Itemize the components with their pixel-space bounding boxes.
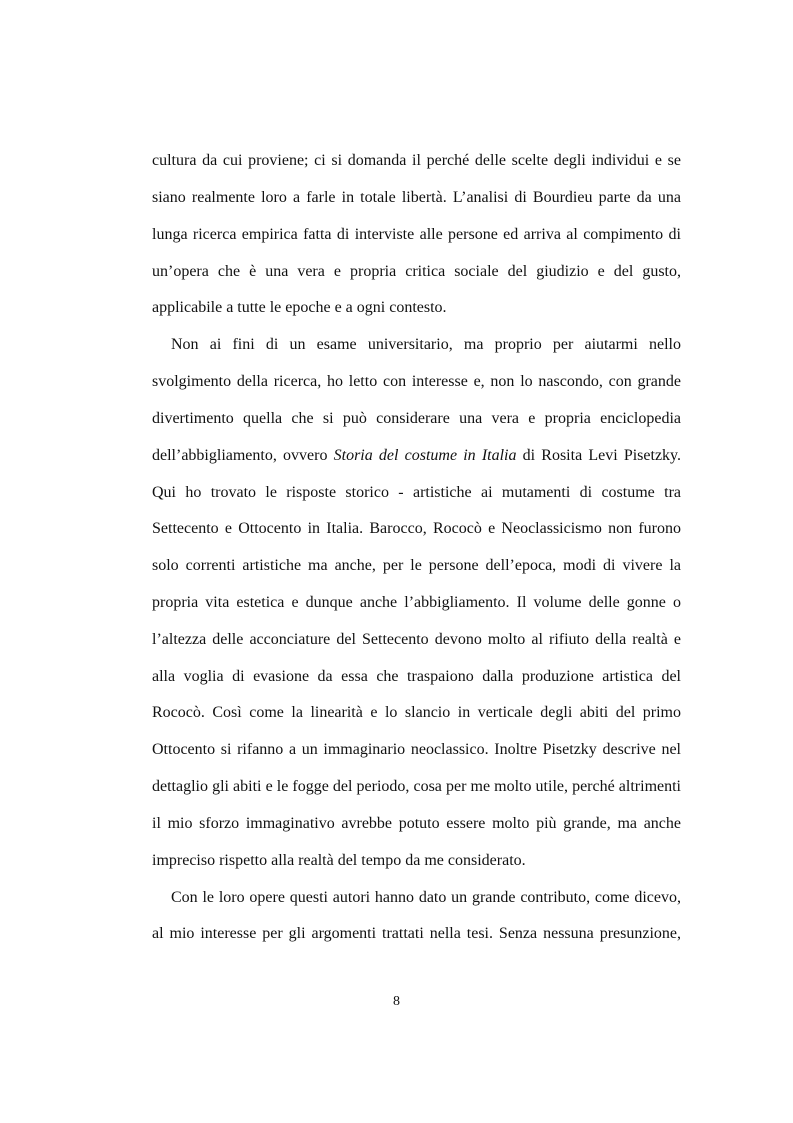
- text-segment: di Rosita Levi Pisetzky.: [516, 447, 682, 464]
- text-line: alla voglia di evasione da essa che traspaiono dalla produzione artistica del: [152, 668, 681, 685]
- text-line: svolgimento della ricerca, ho letto con interesse e, non lo nascondo, con grande: [152, 373, 681, 390]
- text-line: propria vita estetica e dunque anche l’abbigliamento. Il volume delle gonne o: [152, 594, 681, 611]
- text-line: dettaglio gli abiti e le fogge del periodo, cosa per me molto utile, perché altrimenti: [152, 778, 681, 795]
- text-segment: dell’abbigliamento, ovvero: [152, 447, 334, 464]
- text-line: Qui ho trovato le risposte storico - artistiche ai mutamenti di costume tra: [152, 484, 681, 501]
- text-line: l’altezza delle acconciature del Settecento devono molto al rifiuto della realtà e: [152, 631, 681, 648]
- text-line: lunga ricerca empirica fatta di interviste alle persone ed arriva al compimento di: [152, 226, 681, 243]
- text-line: un’opera che è una vera e propria critica sociale del giudizio e del gusto,: [152, 263, 681, 280]
- book-title: Storia del costume in Italia: [333, 447, 517, 464]
- text-line: solo correnti artistiche ma anche, per le persone dell’epoca, modi di vivere la: [152, 557, 681, 574]
- text-line: il mio sforzo immaginativo avrebbe potuto essere molto più grande, ma anche: [152, 815, 681, 832]
- text-line: impreciso rispetto alla realtà del tempo da me considerato.: [152, 852, 526, 869]
- text-line: Settecento e Ottocento in Italia. Barocco, Rococò e Neoclassicismo non furono: [152, 520, 681, 537]
- text-line: applicabile a tutte le epoche e a ogni contesto.: [152, 299, 447, 316]
- text-line: siano realmente loro a farle in totale libertà. L’analisi di Bourdieu parte da una: [152, 189, 681, 206]
- page-number: 8: [393, 994, 400, 1009]
- text-line: Con le loro opere questi autori hanno dato un grande contributo, come dicevo,: [171, 889, 681, 906]
- text-line: [152, 446, 681, 466]
- text-line: Non ai fini di un esame universitario, ma proprio per aiutarmi nello: [171, 336, 681, 353]
- text-line: divertimento quella che si può considerare una vera e propria enciclopedia: [152, 410, 681, 427]
- text-line: Ottocento si rifanno a un immaginario neoclassico. Inoltre Pisetzky descrive nel: [152, 741, 681, 758]
- text-line: Rococò. Così come la linearità e lo slancio in verticale degli abiti del primo: [152, 704, 681, 721]
- text-line: al mio interesse per gli argomenti trattati nella tesi. Senza nessuna presunzione,: [152, 925, 681, 942]
- text-line: cultura da cui proviene; ci si domanda il perché delle scelte degli individui e se: [152, 152, 681, 169]
